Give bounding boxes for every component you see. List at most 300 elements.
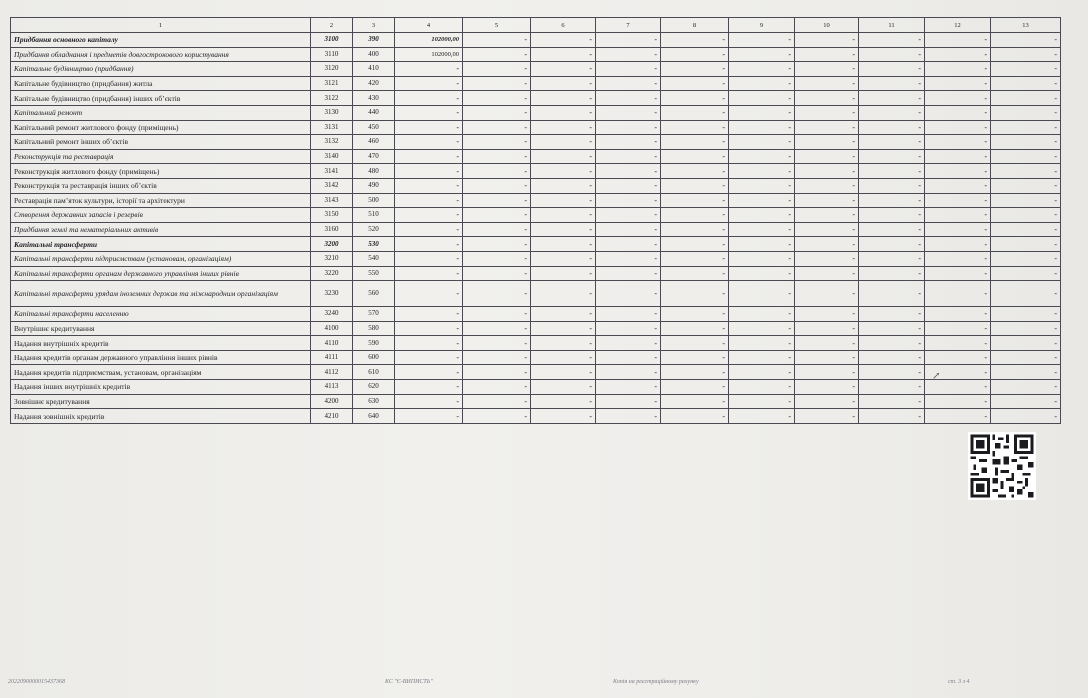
empty-value-cell: - <box>795 409 859 424</box>
empty-value-cell: - <box>925 321 991 336</box>
empty-value-cell: - <box>661 193 729 208</box>
empty-value-cell: - <box>991 321 1061 336</box>
empty-value-cell: - <box>729 135 795 150</box>
amount-cell: - <box>395 208 463 223</box>
row-label: Придбання землі та нематеріальних активів <box>11 222 311 237</box>
line-code: 580 <box>353 321 395 336</box>
economic-code: 3230 <box>311 281 353 307</box>
line-code: 510 <box>353 208 395 223</box>
line-code: 590 <box>353 336 395 351</box>
empty-value-cell: - <box>463 380 531 395</box>
empty-value-cell: - <box>729 178 795 193</box>
empty-value-cell: - <box>531 208 596 223</box>
empty-value-cell: - <box>661 307 729 322</box>
column-number-5: 5 <box>463 18 531 33</box>
empty-value-cell: - <box>729 222 795 237</box>
empty-value-cell: - <box>991 222 1061 237</box>
empty-value-cell: - <box>991 135 1061 150</box>
empty-value-cell: - <box>463 222 531 237</box>
column-number-6: 6 <box>531 18 596 33</box>
empty-value-cell: - <box>596 365 661 380</box>
empty-value-cell: - <box>991 251 1061 266</box>
economic-code: 3100 <box>311 33 353 48</box>
economic-code: 3120 <box>311 62 353 77</box>
empty-value-cell: - <box>925 222 991 237</box>
row-label: Придбання основного капіталу <box>11 33 311 48</box>
economic-code: 4113 <box>311 380 353 395</box>
empty-value-cell: - <box>795 208 859 223</box>
empty-value-cell: - <box>859 76 925 91</box>
economic-code: 3141 <box>311 164 353 179</box>
line-code: 460 <box>353 135 395 150</box>
empty-value-cell: - <box>596 149 661 164</box>
empty-value-cell: - <box>925 47 991 62</box>
empty-value-cell: - <box>795 222 859 237</box>
empty-value-cell: - <box>991 365 1061 380</box>
amount-cell: - <box>395 266 463 281</box>
empty-value-cell: - <box>729 208 795 223</box>
empty-value-cell: - <box>531 76 596 91</box>
empty-value-cell: - <box>795 178 859 193</box>
table-row <box>11 281 1061 307</box>
column-number-1: 1 <box>11 18 311 33</box>
line-code: 630 <box>353 394 395 409</box>
empty-value-cell: - <box>859 409 925 424</box>
row-label: Реставрація пам’яток культури, історії та архітектури <box>11 193 311 208</box>
row-label: Внутрішнє кредитування <box>11 321 311 336</box>
column-number-2: 2 <box>311 18 353 33</box>
amount-cell: - <box>395 237 463 252</box>
empty-value-cell: - <box>596 409 661 424</box>
empty-value-cell: - <box>729 409 795 424</box>
expenditure-table <box>10 17 1061 424</box>
row-label: Надання кредитів підприємствам, установам, організаціям <box>11 365 311 380</box>
empty-value-cell: - <box>729 251 795 266</box>
empty-value-cell: - <box>596 251 661 266</box>
empty-value-cell: - <box>859 164 925 179</box>
empty-value-cell: - <box>859 222 925 237</box>
empty-value-cell: - <box>925 266 991 281</box>
empty-value-cell: - <box>531 164 596 179</box>
empty-value-cell: - <box>463 336 531 351</box>
empty-value-cell: - <box>795 105 859 120</box>
table-body <box>11 18 1061 424</box>
column-number-3: 3 <box>353 18 395 33</box>
empty-value-cell: - <box>859 321 925 336</box>
empty-value-cell: - <box>795 135 859 150</box>
amount-cell: - <box>395 164 463 179</box>
empty-value-cell: - <box>596 237 661 252</box>
line-code: 440 <box>353 105 395 120</box>
empty-value-cell: - <box>795 91 859 106</box>
empty-value-cell: - <box>729 281 795 307</box>
empty-value-cell: - <box>729 164 795 179</box>
empty-value-cell: - <box>925 120 991 135</box>
empty-value-cell: - <box>531 380 596 395</box>
empty-value-cell: - <box>463 350 531 365</box>
empty-value-cell: - <box>463 91 531 106</box>
empty-value-cell: - <box>531 135 596 150</box>
empty-value-cell: - <box>531 120 596 135</box>
empty-value-cell: - <box>729 47 795 62</box>
empty-value-cell: - <box>991 120 1061 135</box>
empty-value-cell: - <box>991 76 1061 91</box>
footer-copy-note: Копія на реєстраційному рахунку <box>613 679 699 685</box>
empty-value-cell: - <box>661 105 729 120</box>
empty-value-cell: - <box>463 47 531 62</box>
empty-value-cell: - <box>795 251 859 266</box>
empty-value-cell: - <box>531 365 596 380</box>
empty-value-cell: - <box>661 91 729 106</box>
empty-value-cell: - <box>859 105 925 120</box>
line-code: 640 <box>353 409 395 424</box>
line-code: 490 <box>353 178 395 193</box>
amount-cell: - <box>395 135 463 150</box>
empty-value-cell: - <box>795 307 859 322</box>
empty-value-cell: - <box>859 281 925 307</box>
table-row <box>11 120 1061 135</box>
empty-value-cell: - <box>925 33 991 48</box>
line-code: 450 <box>353 120 395 135</box>
empty-value-cell: - <box>531 281 596 307</box>
empty-value-cell: - <box>596 281 661 307</box>
empty-value-cell: - <box>729 91 795 106</box>
amount-cell: - <box>395 105 463 120</box>
column-number-11: 11 <box>859 18 925 33</box>
empty-value-cell: - <box>596 394 661 409</box>
economic-code: 4110 <box>311 336 353 351</box>
pen-mark: ↗ <box>932 371 941 382</box>
amount-cell: - <box>395 120 463 135</box>
empty-value-cell: - <box>729 365 795 380</box>
amount-cell: - <box>395 307 463 322</box>
empty-value-cell: - <box>859 350 925 365</box>
empty-value-cell: - <box>925 164 991 179</box>
empty-value-cell: - <box>729 33 795 48</box>
empty-value-cell: - <box>596 307 661 322</box>
table-row <box>11 350 1061 365</box>
empty-value-cell: - <box>925 149 991 164</box>
empty-value-cell: - <box>859 149 925 164</box>
empty-value-cell: - <box>991 62 1061 77</box>
amount-cell: 102000,00 <box>395 47 463 62</box>
empty-value-cell: - <box>596 266 661 281</box>
row-label: Реконструкція та реставрація інших об’єктів <box>11 178 311 193</box>
empty-value-cell: - <box>925 208 991 223</box>
amount-cell: - <box>395 222 463 237</box>
empty-value-cell: - <box>991 149 1061 164</box>
empty-value-cell: - <box>795 120 859 135</box>
empty-value-cell: - <box>795 350 859 365</box>
table-row <box>11 208 1061 223</box>
empty-value-cell: - <box>991 105 1061 120</box>
empty-value-cell: - <box>531 251 596 266</box>
row-label: Зовнішнє кредитування <box>11 394 311 409</box>
table-row <box>11 321 1061 336</box>
column-number-12: 12 <box>925 18 991 33</box>
empty-value-cell: - <box>531 409 596 424</box>
empty-value-cell: - <box>463 365 531 380</box>
empty-value-cell: - <box>531 193 596 208</box>
empty-value-cell: - <box>531 321 596 336</box>
table-row <box>11 47 1061 62</box>
empty-value-cell: - <box>729 350 795 365</box>
empty-value-cell: - <box>991 394 1061 409</box>
empty-value-cell: - <box>859 120 925 135</box>
economic-code: 3160 <box>311 222 353 237</box>
empty-value-cell: - <box>463 178 531 193</box>
empty-value-cell: - <box>991 380 1061 395</box>
table-row <box>11 149 1061 164</box>
empty-value-cell: - <box>596 91 661 106</box>
empty-value-cell: - <box>661 120 729 135</box>
empty-value-cell: - <box>925 91 991 106</box>
table-row <box>11 193 1061 208</box>
empty-value-cell: - <box>463 266 531 281</box>
amount-cell: - <box>395 193 463 208</box>
empty-value-cell: - <box>991 409 1061 424</box>
table-row <box>11 307 1061 322</box>
empty-value-cell: - <box>463 62 531 77</box>
empty-value-cell: - <box>859 178 925 193</box>
empty-value-cell: - <box>925 251 991 266</box>
row-label: Надання зовнішніх кредитів <box>11 409 311 424</box>
empty-value-cell: - <box>859 336 925 351</box>
empty-value-cell: - <box>729 266 795 281</box>
empty-value-cell: - <box>463 135 531 150</box>
empty-value-cell: - <box>661 62 729 77</box>
empty-value-cell: - <box>596 380 661 395</box>
empty-value-cell: - <box>531 266 596 281</box>
empty-value-cell: - <box>795 380 859 395</box>
line-code: 560 <box>353 281 395 307</box>
empty-value-cell: - <box>596 135 661 150</box>
empty-value-cell: - <box>729 336 795 351</box>
amount-cell: - <box>395 178 463 193</box>
row-label: Капітальний ремонт інших об’єктів <box>11 135 311 150</box>
empty-value-cell: - <box>729 76 795 91</box>
amount-cell: - <box>395 336 463 351</box>
row-label: Капітальні трансферти урядам іноземних держав та міжнародним організаціям <box>11 281 311 307</box>
empty-value-cell: - <box>795 33 859 48</box>
line-code: 620 <box>353 380 395 395</box>
empty-value-cell: - <box>661 208 729 223</box>
empty-value-cell: - <box>531 62 596 77</box>
empty-value-cell: - <box>859 394 925 409</box>
empty-value-cell: - <box>661 350 729 365</box>
economic-code: 3132 <box>311 135 353 150</box>
empty-value-cell: - <box>859 91 925 106</box>
line-code: 600 <box>353 350 395 365</box>
line-code: 410 <box>353 62 395 77</box>
empty-value-cell: - <box>661 76 729 91</box>
line-code: 570 <box>353 307 395 322</box>
table-row <box>11 237 1061 252</box>
table-row <box>11 33 1061 48</box>
economic-code: 3140 <box>311 149 353 164</box>
table-row <box>11 409 1061 424</box>
economic-code: 4112 <box>311 365 353 380</box>
empty-value-cell: - <box>596 120 661 135</box>
empty-value-cell: - <box>531 222 596 237</box>
table-row <box>11 380 1061 395</box>
empty-value-cell: - <box>795 62 859 77</box>
empty-value-cell: - <box>925 178 991 193</box>
empty-value-cell: - <box>991 47 1061 62</box>
empty-value-cell: - <box>531 336 596 351</box>
empty-value-cell: - <box>925 365 991 380</box>
empty-value-cell: - <box>729 307 795 322</box>
empty-value-cell: - <box>991 91 1061 106</box>
line-code: 420 <box>353 76 395 91</box>
column-number-8: 8 <box>661 18 729 33</box>
empty-value-cell: - <box>463 394 531 409</box>
table-row <box>11 76 1061 91</box>
table-row <box>11 394 1061 409</box>
amount-cell: - <box>395 394 463 409</box>
table-row <box>11 135 1061 150</box>
empty-value-cell: - <box>531 105 596 120</box>
row-label: Капітальні трансферти населенню <box>11 307 311 322</box>
empty-value-cell: - <box>925 409 991 424</box>
economic-code: 3143 <box>311 193 353 208</box>
empty-value-cell: - <box>661 281 729 307</box>
economic-code: 3122 <box>311 91 353 106</box>
empty-value-cell: - <box>463 208 531 223</box>
empty-value-cell: - <box>729 62 795 77</box>
amount-cell: - <box>395 380 463 395</box>
empty-value-cell: - <box>596 164 661 179</box>
amount-cell: 102000,00 <box>395 33 463 48</box>
empty-value-cell: - <box>596 33 661 48</box>
empty-value-cell: - <box>661 164 729 179</box>
table-row <box>11 336 1061 351</box>
amount-cell: - <box>395 76 463 91</box>
column-number-9: 9 <box>729 18 795 33</box>
empty-value-cell: - <box>463 193 531 208</box>
empty-value-cell: - <box>463 237 531 252</box>
empty-value-cell: - <box>661 178 729 193</box>
empty-value-cell: - <box>991 208 1061 223</box>
empty-value-cell: - <box>859 237 925 252</box>
table-row <box>11 266 1061 281</box>
empty-value-cell: - <box>859 47 925 62</box>
empty-value-cell: - <box>795 149 859 164</box>
empty-value-cell: - <box>463 105 531 120</box>
empty-value-cell: - <box>795 47 859 62</box>
economic-code: 3131 <box>311 120 353 135</box>
empty-value-cell: - <box>991 266 1061 281</box>
empty-value-cell: - <box>729 321 795 336</box>
empty-value-cell: - <box>596 193 661 208</box>
row-label: Надання внутрішніх кредитів <box>11 336 311 351</box>
empty-value-cell: - <box>795 281 859 307</box>
empty-value-cell: - <box>531 394 596 409</box>
empty-value-cell: - <box>596 350 661 365</box>
empty-value-cell: - <box>531 307 596 322</box>
table-row <box>11 178 1061 193</box>
empty-value-cell: - <box>661 149 729 164</box>
empty-value-cell: - <box>729 193 795 208</box>
row-label: Реконструкція житлового фонду (приміщень) <box>11 164 311 179</box>
empty-value-cell: - <box>596 321 661 336</box>
line-code: 430 <box>353 91 395 106</box>
row-label: Надання інших внутрішніх кредитів <box>11 380 311 395</box>
empty-value-cell: - <box>795 266 859 281</box>
empty-value-cell: - <box>596 208 661 223</box>
empty-value-cell: - <box>661 237 729 252</box>
empty-value-cell: - <box>661 380 729 395</box>
economic-code: 4100 <box>311 321 353 336</box>
empty-value-cell: - <box>596 76 661 91</box>
footer-system: КС "Є-ВИПИСТЬ" <box>385 679 433 685</box>
empty-value-cell: - <box>991 237 1061 252</box>
economic-code: 4200 <box>311 394 353 409</box>
empty-value-cell: - <box>463 321 531 336</box>
amount-cell: - <box>395 62 463 77</box>
economic-code: 3110 <box>311 47 353 62</box>
empty-value-cell: - <box>925 76 991 91</box>
economic-code: 4111 <box>311 350 353 365</box>
footer-doc-number: 2022090000015437368 <box>8 679 65 685</box>
empty-value-cell: - <box>859 365 925 380</box>
empty-value-cell: - <box>661 394 729 409</box>
row-label: Капітальні трансферти органам державного управління інших рівнів <box>11 266 311 281</box>
row-label: Капітальний ремонт житлового фонду (приміщень) <box>11 120 311 135</box>
empty-value-cell: - <box>859 208 925 223</box>
empty-value-cell: - <box>463 251 531 266</box>
empty-value-cell: - <box>991 336 1061 351</box>
economic-code: 3240 <box>311 307 353 322</box>
amount-cell: - <box>395 409 463 424</box>
empty-value-cell: - <box>463 164 531 179</box>
row-label: Капітальне будівництво (придбання) <box>11 62 311 77</box>
empty-value-cell: - <box>596 178 661 193</box>
empty-value-cell: - <box>859 33 925 48</box>
empty-value-cell: - <box>925 237 991 252</box>
row-label: Капітальні трансферти <box>11 237 311 252</box>
economic-code: 3210 <box>311 251 353 266</box>
amount-cell: - <box>395 149 463 164</box>
empty-value-cell: - <box>463 149 531 164</box>
economic-code: 3150 <box>311 208 353 223</box>
table-row <box>11 365 1061 380</box>
empty-value-cell: - <box>531 33 596 48</box>
amount-cell: - <box>395 365 463 380</box>
amount-cell: - <box>395 321 463 336</box>
table-row <box>11 164 1061 179</box>
row-label: Капітальний ремонт <box>11 105 311 120</box>
empty-value-cell: - <box>925 135 991 150</box>
empty-value-cell: - <box>463 307 531 322</box>
line-code: 500 <box>353 193 395 208</box>
empty-value-cell: - <box>729 149 795 164</box>
empty-value-cell: - <box>991 350 1061 365</box>
empty-value-cell: - <box>991 33 1061 48</box>
empty-value-cell: - <box>661 47 729 62</box>
empty-value-cell: - <box>729 380 795 395</box>
amount-cell: - <box>395 350 463 365</box>
economic-code: 4210 <box>311 409 353 424</box>
empty-value-cell: - <box>463 281 531 307</box>
line-code: 520 <box>353 222 395 237</box>
column-number-7: 7 <box>596 18 661 33</box>
empty-value-cell: - <box>925 394 991 409</box>
empty-value-cell: - <box>531 350 596 365</box>
empty-value-cell: - <box>531 178 596 193</box>
empty-value-cell: - <box>661 251 729 266</box>
footer-page-number: ст. 3 з 4 <box>948 679 970 685</box>
